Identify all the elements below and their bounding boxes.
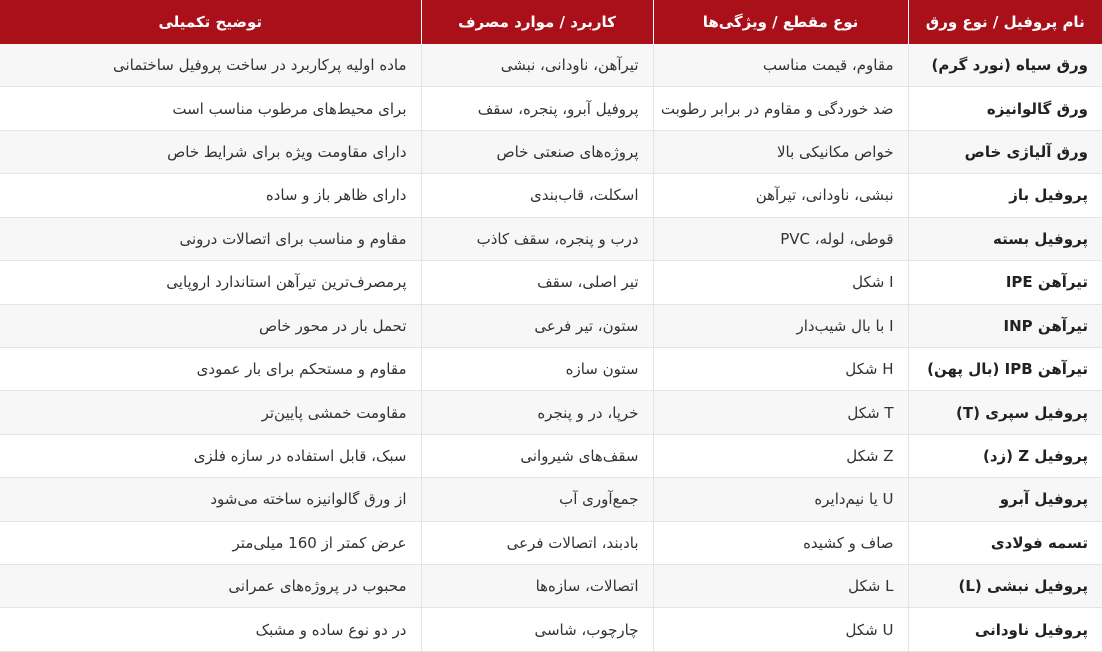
cell-section-type: نبشی، ناودانی، تیرآهن <box>653 174 908 217</box>
cell-section-type: I شکل <box>653 261 908 304</box>
table-row <box>0 130 1102 173</box>
table-header <box>0 0 1102 44</box>
cell-description: دارای ظاهر باز و ساده <box>0 174 421 217</box>
cell-profile-name: ورق آلیاژی خاص <box>908 130 1102 173</box>
table-row <box>0 44 1102 87</box>
cell-profile-name: ورق گالوانیزه <box>908 87 1102 130</box>
cell-description: مقاوم و مناسب برای اتصالات درونی <box>0 217 421 260</box>
cell-usage: چارچوب، شاسی <box>421 608 653 652</box>
cell-section-type: مقاوم، قیمت مناسب <box>653 44 908 87</box>
cell-description: مقاومت خمشی پایین‌تر <box>0 391 421 434</box>
table-row <box>0 347 1102 390</box>
table-body <box>0 44 1102 652</box>
table-row <box>0 174 1102 217</box>
cell-usage: ستون سازه <box>421 347 653 390</box>
cell-usage: اتصالات، سازه‌ها <box>421 565 653 608</box>
cell-profile-name: تیرآهن INP <box>908 304 1102 347</box>
header-profile-name: نام پروفیل / نوع ورق <box>908 0 1102 44</box>
cell-profile-name: پروفیل باز <box>908 174 1102 217</box>
cell-profile-name: ورق سیاه (نورد گرم) <box>908 44 1102 87</box>
cell-description: مقاوم و مستحکم برای بار عمودی <box>0 347 421 390</box>
cell-description: محبوب در پروژه‌های عمرانی <box>0 565 421 608</box>
cell-profile-name: پروفیل آبرو <box>908 478 1102 521</box>
cell-usage: درب و پنجره، سقف کاذب <box>421 217 653 260</box>
table-row <box>0 304 1102 347</box>
cell-usage: خرپا، در و پنجره <box>421 391 653 434</box>
cell-profile-name: پروفیل بسته <box>908 217 1102 260</box>
cell-profile-name: پروفیل سپری (T) <box>908 391 1102 434</box>
cell-description: پرمصرف‌ترین تیرآهن استاندارد اروپایی <box>0 261 421 304</box>
cell-section-type: I با بال شیب‌دار <box>653 304 908 347</box>
table-row <box>0 391 1102 434</box>
cell-description: سبک، قابل استفاده در سازه فلزی <box>0 434 421 477</box>
table-row <box>0 521 1102 564</box>
table-row <box>0 87 1102 130</box>
table-row <box>0 608 1102 652</box>
cell-section-type: U یا نیم‌دایره <box>653 478 908 521</box>
cell-usage: جمع‌آوری آب <box>421 478 653 521</box>
cell-usage: ستون، تیر فرعی <box>421 304 653 347</box>
cell-description: ماده اولیه پرکاربرد در ساخت پروفیل ساختمانی <box>0 44 421 87</box>
cell-description: برای محیط‌های مرطوب مناسب است <box>0 87 421 130</box>
cell-usage: تیر اصلی، سقف <box>421 261 653 304</box>
cell-usage: پروفیل آبرو، پنجره، سقف <box>421 87 653 130</box>
table-row <box>0 261 1102 304</box>
header-row <box>0 0 1102 44</box>
cell-section-type: L شکل <box>653 565 908 608</box>
cell-section-type: U شکل <box>653 608 908 652</box>
cell-section-type: H شکل <box>653 347 908 390</box>
cell-section-type: Z شکل <box>653 434 908 477</box>
header-usage: کاربرد / موارد مصرف <box>421 0 653 44</box>
cell-profile-name: تیرآهن IPB (بال پهن) <box>908 347 1102 390</box>
cell-section-type: ضد خوردگی و مقاوم در برابر رطوبت <box>653 87 908 130</box>
table-row <box>0 478 1102 521</box>
cell-description: تحمل بار در محور خاص <box>0 304 421 347</box>
cell-profile-name: پروفیل نبشی (L) <box>908 565 1102 608</box>
header-section-type: نوع مقطع / ویژگی‌ها <box>653 0 908 44</box>
cell-usage: پروژه‌های صنعتی خاص <box>421 130 653 173</box>
cell-usage: بادبند، اتصالات فرعی <box>421 521 653 564</box>
cell-profile-name: تسمه فولادی <box>908 521 1102 564</box>
cell-description: از ورق گالوانیزه ساخته می‌شود <box>0 478 421 521</box>
cell-profile-name: پروفیل ناودانی <box>908 608 1102 652</box>
cell-profile-name: پروفیل Z (زد) <box>908 434 1102 477</box>
table-row <box>0 565 1102 608</box>
cell-section-type: صاف و کشیده <box>653 521 908 564</box>
cell-description: عرض کمتر از 160 میلی‌متر <box>0 521 421 564</box>
cell-section-type: خواص مکانیکی بالا <box>653 130 908 173</box>
cell-description: در دو نوع ساده و مشبک <box>0 608 421 652</box>
header-description: توضیح تکمیلی <box>0 0 421 44</box>
cell-description: دارای مقاومت ویژه برای شرایط خاص <box>0 130 421 173</box>
cell-section-type: قوطی، لوله، PVC <box>653 217 908 260</box>
cell-section-type: T شکل <box>653 391 908 434</box>
table-row <box>0 434 1102 477</box>
table-row <box>0 217 1102 260</box>
cell-usage: سقف‌های شیروانی <box>421 434 653 477</box>
cell-usage: اسکلت، قاب‌بندی <box>421 174 653 217</box>
cell-usage: تیرآهن، ناودانی، نبشی <box>421 44 653 87</box>
cell-profile-name: تیرآهن IPE <box>908 261 1102 304</box>
